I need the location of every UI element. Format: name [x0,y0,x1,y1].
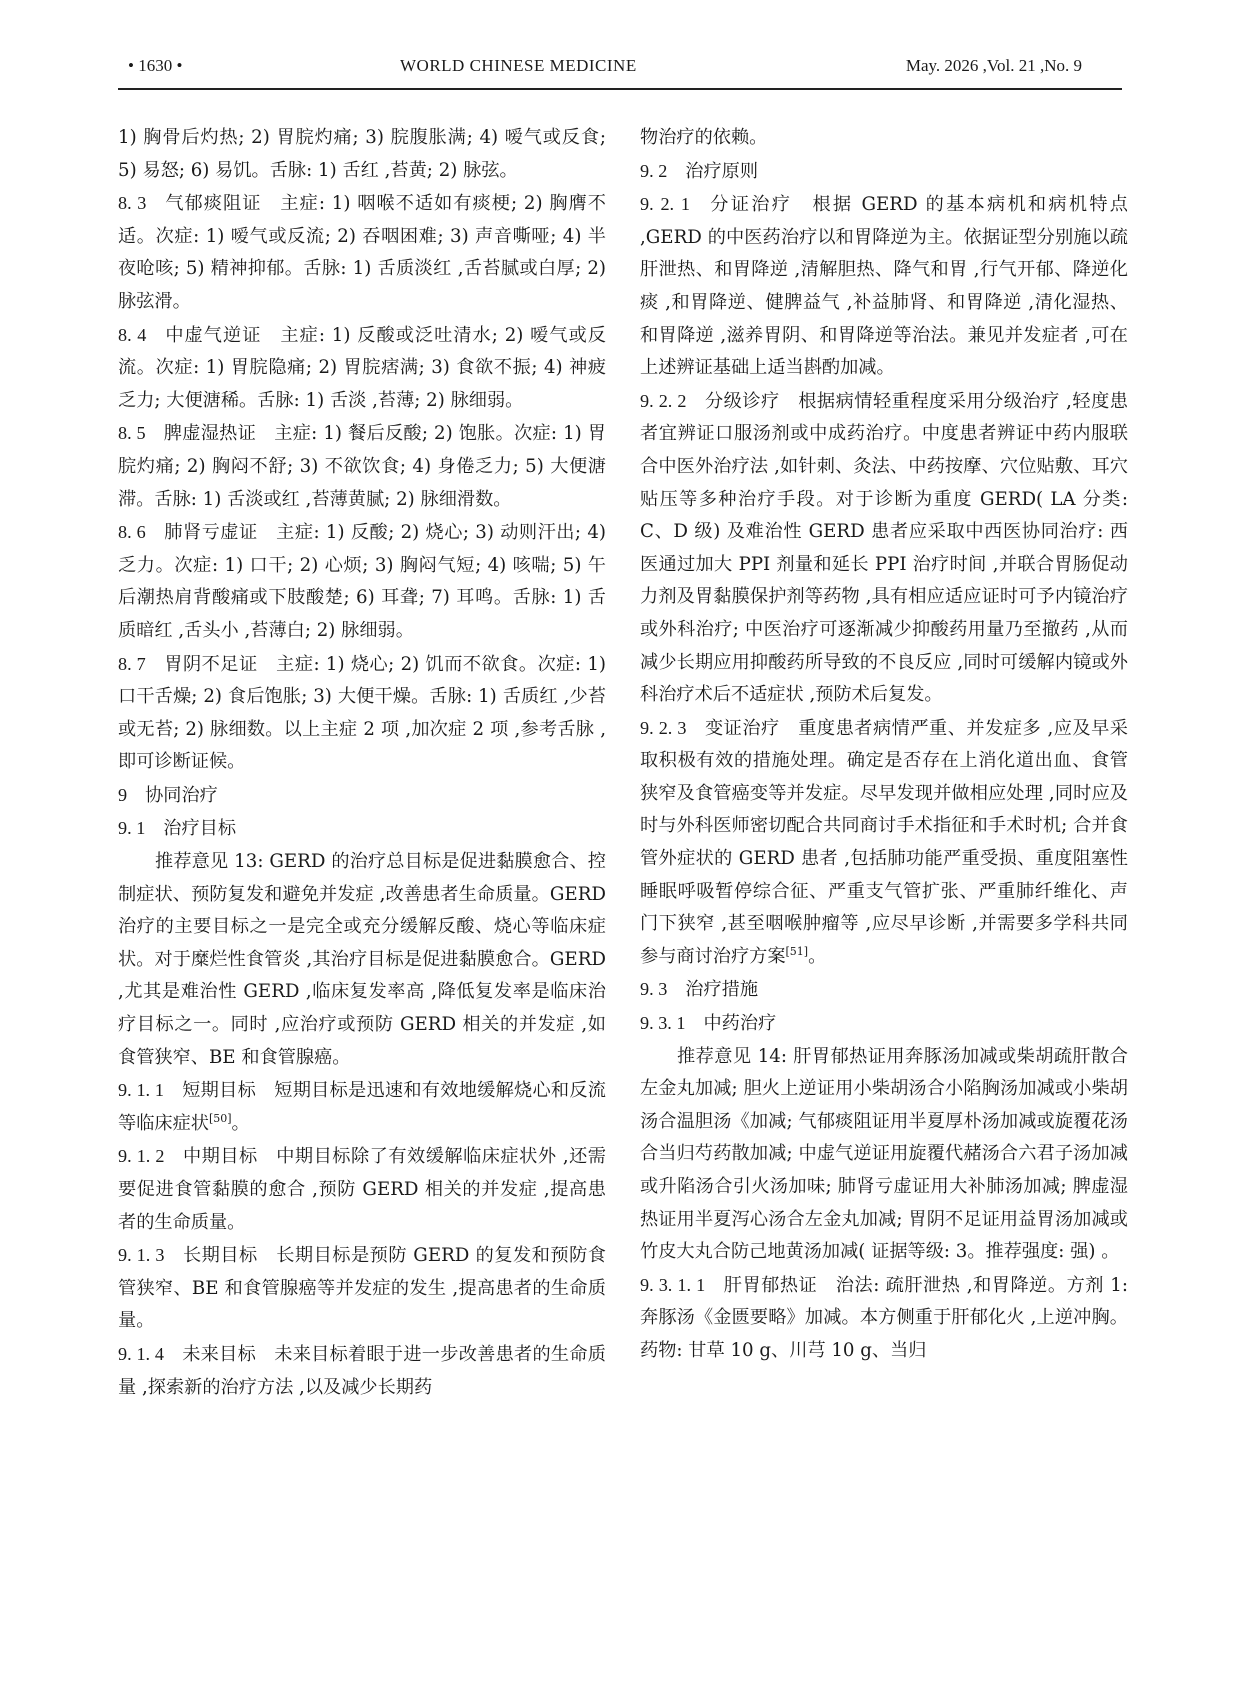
section-number: 9. 1. 4 [118,1343,164,1364]
section-heading: 未来目标 [181,1343,257,1365]
paragraph-text: 长期目标是预防 GERD 的复发和预防食管狭窄、BE 和食管腺癌等并发症的发生 ,提高患者的生命质量。 [118,1245,606,1332]
page-header [118,40,1122,90]
citation-ref: [51] [785,944,809,958]
paragraph-text: 中期目标除了有效缓解临床症状外 ,还需要促进食管黏膜的愈合 ,预防 GERD 相关的并发症 ,提高患者的生命质量。 [118,1146,606,1233]
paragraph [640,122,1128,155]
page-number: • 1630 • [128,56,183,75]
section-number: 8. 4 [118,324,147,345]
section-number: 9. 2. 1 [640,194,691,215]
punctuation: 。 [808,945,827,967]
paragraph [640,155,1128,189]
paragraph-text: 物治疗的依赖。 [640,127,768,148]
paragraph-text: 主症: 1) 反酸; 2) 烧心; 3) 动则汗出; 4) 乏力。次症: 1) 口干; 2) 心烦; 3) 胸闷气短; 4) 咳喘; 5) 午后潮热肩背酸痛或下肢酸楚; 6) 耳聋; 7) 耳鸣。舌脉: 1) 舌质暗红 ,舌头小 ,苔薄白; 2) 脉细弱。 [118,522,606,641]
paragraph [118,122,606,187]
paragraph [640,1269,1128,1368]
paragraph [118,1074,606,1140]
section-heading: 气郁痰阻证 [164,193,262,215]
paragraph-text: 主症: 1) 咽喉不适如有痰梗; 2) 胸膺不适。次症: 1) 嗳气或反流; 2) 吞咽困难; 3) 声音嘶哑; 4) 半夜呛咳; 5) 精神抑郁。舌脉: 1) 舌质淡红 ,舌苔腻或白厚; 2) 脉弦滑。 [118,193,606,312]
paragraph [118,516,606,647]
journal-name: WORLD CHINESE MEDICINE [400,56,637,75]
section-heading: 肝胃郁热证 [723,1274,818,1296]
paragraph-text: 主症: 1) 烧心; 2) 饥而不欲食。次症: 1) 口干舌燥; 2) 食后饱胀; 3) 大便干燥。舌脉: 1) 舌质红 ,少苔或无苔; 2) 脉细数。以上主症 2 项 ,加次症 2 项 ,参考舌脉 ,即可诊断证候。 [118,653,606,773]
paragraph-text: 主症: 1) 反酸或泛吐清水; 2) 嗳气或反流。次症: 1) 胃脘隐痛; 2) 胃脘痞满; 3) 食欲不振; 4) 神疲乏力; 大便溏稀。舌脉: 1) 舌淡 ,苔薄; 2) 脉细弱。 [118,324,606,411]
section-heading: 治疗目标 [163,818,237,840]
paragraph-text: 治法: 疏肝泄热 ,和胃降逆。方剂 1: 奔豚汤《金匮要略》加减。本方侧重于肝郁化火 ,上逆冲胸。药物: 甘草 10 g、川芎 10 g、当归 [640,1274,1129,1361]
citation-ref: [50] [208,1111,232,1125]
paragraph-text: 主症: 1) 餐后反酸; 2) 饱胀。次症: 1) 胃脘灼痛; 2) 胸闷不舒; 3) 不欲饮食; 4) 身倦乏力; 5) 大便溏滞。舌脉: 1) 舌淡或红 ,苔薄黄腻; 2) 脉细滑数。 [118,423,606,510]
section-number: 9. 1. 3 [118,1245,165,1266]
paragraph [118,812,606,846]
paragraph [640,385,1128,712]
section-number: 9. 3. 1. 1 [640,1274,706,1295]
section-number: 8. 5 [118,423,146,444]
section-number: 9. 2 [640,160,668,181]
section-number: 9. 3. 1 [640,1013,686,1034]
section-heading: 中期目标 [182,1146,258,1168]
section-number: 9. 2. 3 [640,717,687,738]
paragraph-text: 重度患者病情严重、并发症多 ,应及早采取积极有效的措施处理。确定是否存在上消化道出血、食管狭窄及食管癌变等并发症。尽早发现并做相应处理 ,同时应及时与外科医师密切配合共同商讨手术指征和手术时机; 合并食管外症状的 GERD 患者 ,包括肺功能严重受损、重度阻塞性睡眠呼吸暂停综合征、严重支气管扩张、严重肺纤维化、声门下狭窄 ,甚至咽喉肿瘤等 ,应尽早诊断 ,并需要多学科共同参与商讨治疗方案 [640,717,1128,967]
paragraph-text: 推荐意见 13: GERD 的治疗总目标是促进黏膜愈合、控制症状、预防复发和避免并发症 ,改善患者生命质量。GERD 治疗的主要目标之一是完全或充分缓解反酸、烧心等临床症状。对于糜烂性食管炎 ,其治疗目标是促进黏膜愈合。GERD ,尤其是难治性 GERD ,临床复发率高 ,降低复发率是临床治疗目标之一。同时 ,应治疗或预防 GERD 相关的并发症 ,如食管狭窄、BE 和食管腺癌。 [118,851,606,1068]
paragraph-text: 推荐意见 14: 肝胃郁热证用奔豚汤加减或柴胡疏肝散合左金丸加减; 胆火上逆证用小柴胡汤合小陷胸汤加减或小柴胡汤合温胆汤《加减; 气郁痰阻证用半夏厚朴汤加减或旋覆花汤合当归芍药散加减; 中虚气逆证用旋覆代赭汤合六君子汤加减或升陷汤合引火汤加味; 肺肾亏虚证用大补肺汤加减; 脾虚湿热证用半夏泻心汤合左金丸加减; 胃阴不足证用益胃汤加减或竹皮大丸合防己地黄汤加减( 证据等级: 3。推荐强度: 强) 。 [640,1045,1128,1263]
paragraph [118,779,606,813]
paragraph [640,188,1128,385]
paragraph-text: 未来目标着眼于进一步改善患者的生命质量 ,探索新的治疗方法 ,以及减少长期药 [118,1343,606,1398]
paragraph-text: 根据病情轻重程度采用分级治疗 ,轻度患者宜辨证口服汤剂或中成药治疗。中度患者辨证中药内服联合中医外治疗法 ,如针刺、灸法、中药按摩、穴位贴敷、耳穴贴压等多种治疗手段。对于诊断为重度 GERD( LA 分类: C、D 级) 及难治性 GERD 患者应采取中西医协同治疗: 西医通过加大 PPI 剂量和延长 PPI 治疗时间 ,并联合胃肠促动力剂及胃黏膜保护剂等药物 ,具有相应适应证时可予内镜治疗或外科治疗; 中医治疗可逐渐减少抑酸药用量乃至撤药 ,从而减少长期应用抑酸药所导致的不良反应 ,同时可缓解内镜或外科治疗术后不适症状 ,预防术后复发。 [640,390,1128,706]
section-number: 9. 1. 2 [118,1146,165,1167]
section-heading: 分证治疗 [708,194,793,216]
paragraph [640,1041,1128,1269]
section-number: 9. 3 [640,979,668,1000]
section-heading: 治疗原则 [685,160,759,182]
paragraph [118,417,606,516]
section-heading: 长期目标 [182,1245,258,1267]
section-number: 9. 1. 1 [118,1080,164,1101]
section-heading: 胃阴不足证 [163,653,258,675]
section-heading: 协同治疗 [145,784,218,806]
section-heading: 中虚气逆证 [164,324,262,346]
section-number: 8. 3 [118,193,147,214]
section-heading: 脾虚湿热证 [163,423,257,445]
section-number: 9. 2. 2 [640,390,687,411]
punctuation: 。 [231,1112,250,1134]
left-column [118,122,606,1404]
section-heading: 中药治疗 [703,1013,777,1035]
section-heading: 分级诊疗 [704,390,780,412]
paragraph [118,319,606,418]
section-heading: 肺肾亏虚证 [163,522,258,544]
paragraph [118,1338,606,1404]
paragraph-text: 短期目标是迅速和有效地缓解烧心和反流等临床症状 [118,1080,606,1134]
section-number: 8. 6 [118,522,146,543]
paragraph [118,1140,606,1239]
paragraph [118,846,606,1074]
section-heading: 治疗措施 [685,979,759,1001]
section-number: 9. 1 [118,818,146,839]
paragraph [118,1239,606,1338]
paragraph [118,187,606,318]
issue-info: May. 2026 ,Vol. 21 ,No. 9 [905,56,1082,75]
right-column [640,122,1128,1368]
paragraph-text: 1) 胸骨后灼热; 2) 胃脘灼痛; 3) 脘腹胀满; 4) 嗳气或反食; 5) 易怒; 6) 易饥。舌脉: 1) 舌红 ,苔黄; 2) 脉弦。 [118,127,606,181]
section-number: 9 [118,784,128,805]
paragraph [640,1007,1128,1041]
section-heading: 变证治疗 [704,717,780,739]
paragraph [640,973,1128,1007]
paragraph [640,712,1128,974]
section-number: 8. 7 [118,653,146,674]
paragraph-text: 根据 GERD 的基本病机和病机特点 ,GERD 的中医药治疗以和胃降逆为主。依据证型分别施以疏肝泄热、和胃降逆 ,清解胆热、降气和胃 ,行气开郁、降逆化痰 ,和胃降逆、健脾益气 ,补益肺肾、和胃降逆 ,清化湿热、和胃降逆 ,滋养胃阴、和胃降逆等治法。兼见并发症者 ,可在上述辨证基础上适当斟酌加减。 [640,194,1128,379]
paragraph [118,648,606,779]
section-heading: 短期目标 [181,1080,257,1102]
